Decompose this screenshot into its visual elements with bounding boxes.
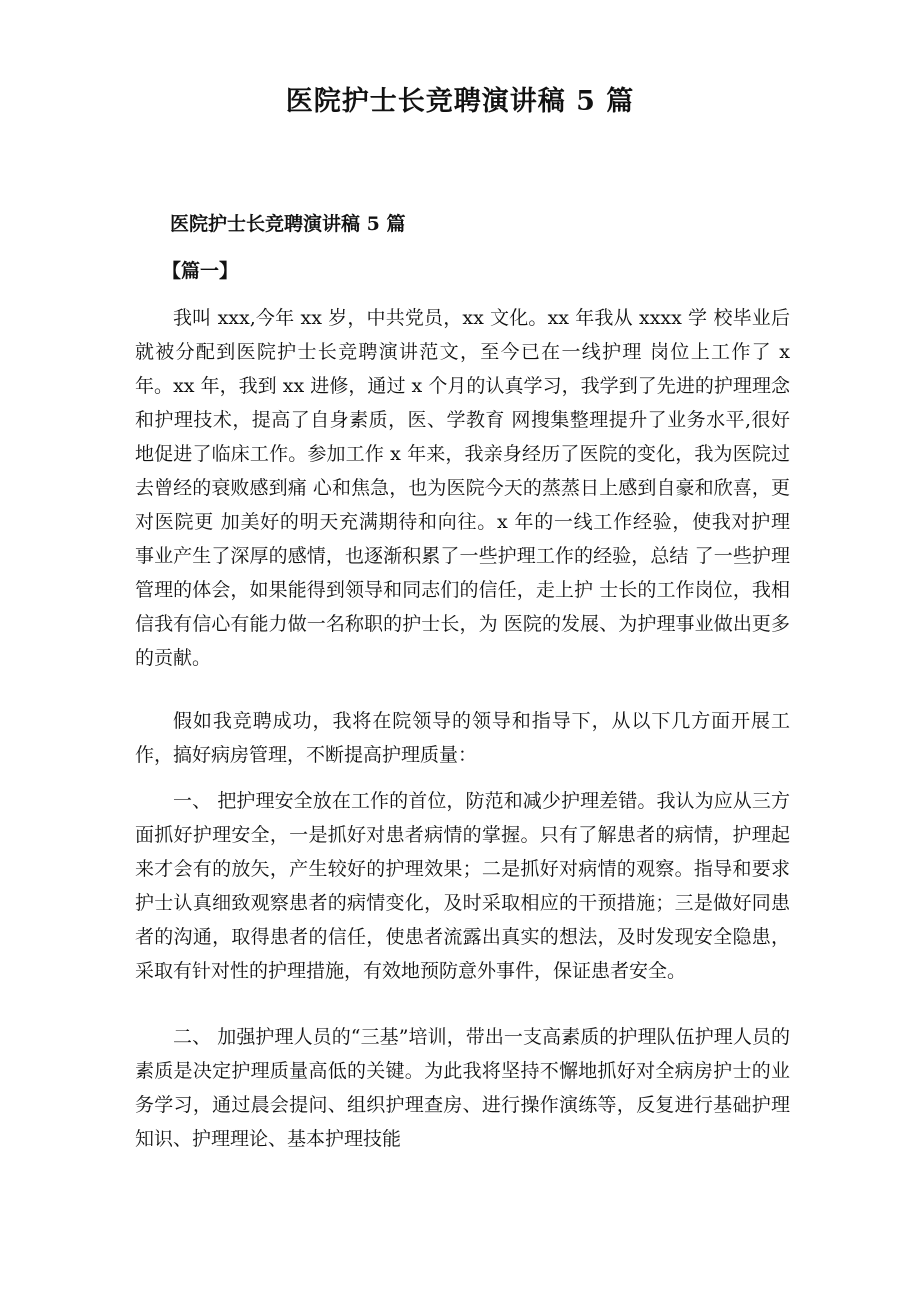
- document-title: 医院护士长竞聘演讲稿 5 篇: [285, 86, 635, 117]
- paragraph-plan: 假如我竞聘成功，我将在院领导的领导和指导下，从以下几方面开展工作，搞好病房管理，不断提高护理质量：: [135, 710, 790, 766]
- paragraph-point-two: 二、 加强护理人员的“三基”培训，带出一支高素质的护理队伍护理人员的素质是决定护理质量高低的关键。为此我将坚持不懈地抓好对全病房护士的业务学习，通过晨会提问、组织护理查房、进行操作演练等，反复进行基础护理知识、护理理论、基本护理技能: [135, 1026, 790, 1150]
- paragraph-point-one: 一、 把护理安全放在工作的首位，防范和减少护理差错。我认为应从三方面抓好护理安全，一是抓好对患者病情的掌握。只有了解患者的病情，护理起来才会有的放矢，产生较好的护理效果；二是抓好对病情的观察。指导和要求护士认真细致观察患者的病情变化，及时采取相应的干预措施；三是做好同患者的沟通，取得患者的信任，使患者流露出真实的想法，及时发现安全隐患，采取有针对性的护理措施，有效地预防意外事件，保证患者安全。: [135, 790, 790, 982]
- paragraph-intro: 我叫 xxx,今年 xx 岁，中共党员，xx 文化。xx 年我从 xxxx 学 校毕业后就被分配到医院护士长竞聘演讲范文，至今已在一线护理 岗位上工作了 x 年。xx 年，我到 xx 进修，通过 x 个月的认真学习，我学到了先进的护理理念和护理技术，提高了自身素质，医、学教育 网搜集整理提升了业务水平,很好地促进了临床工作。参加工作 x 年来，我亲身经历了医院的变化，我为医院过去曾经的衰败感到痛 心和焦急，也为医院今天的蒸蒸日上感到自豪和欣喜，更对医院更 加美好的明天充满期待和向往。x 年的一线工作经验，使我对护理 事业产生了深厚的感情，也逐渐积累了一些护理工作的经验，总结 了一些护理管理的体会，如果能得到领导和同志们的信任，走上护 士长的工作岗位，我相信我有信心有能力做一名称职的护士长，为 医院的发展、为护理事业做出更多的贡献。: [135, 307, 790, 669]
- section-label: 【篇一】: [162, 260, 239, 282]
- document-subtitle: 医院护士长竞聘演讲稿 5 篇: [170, 213, 406, 235]
